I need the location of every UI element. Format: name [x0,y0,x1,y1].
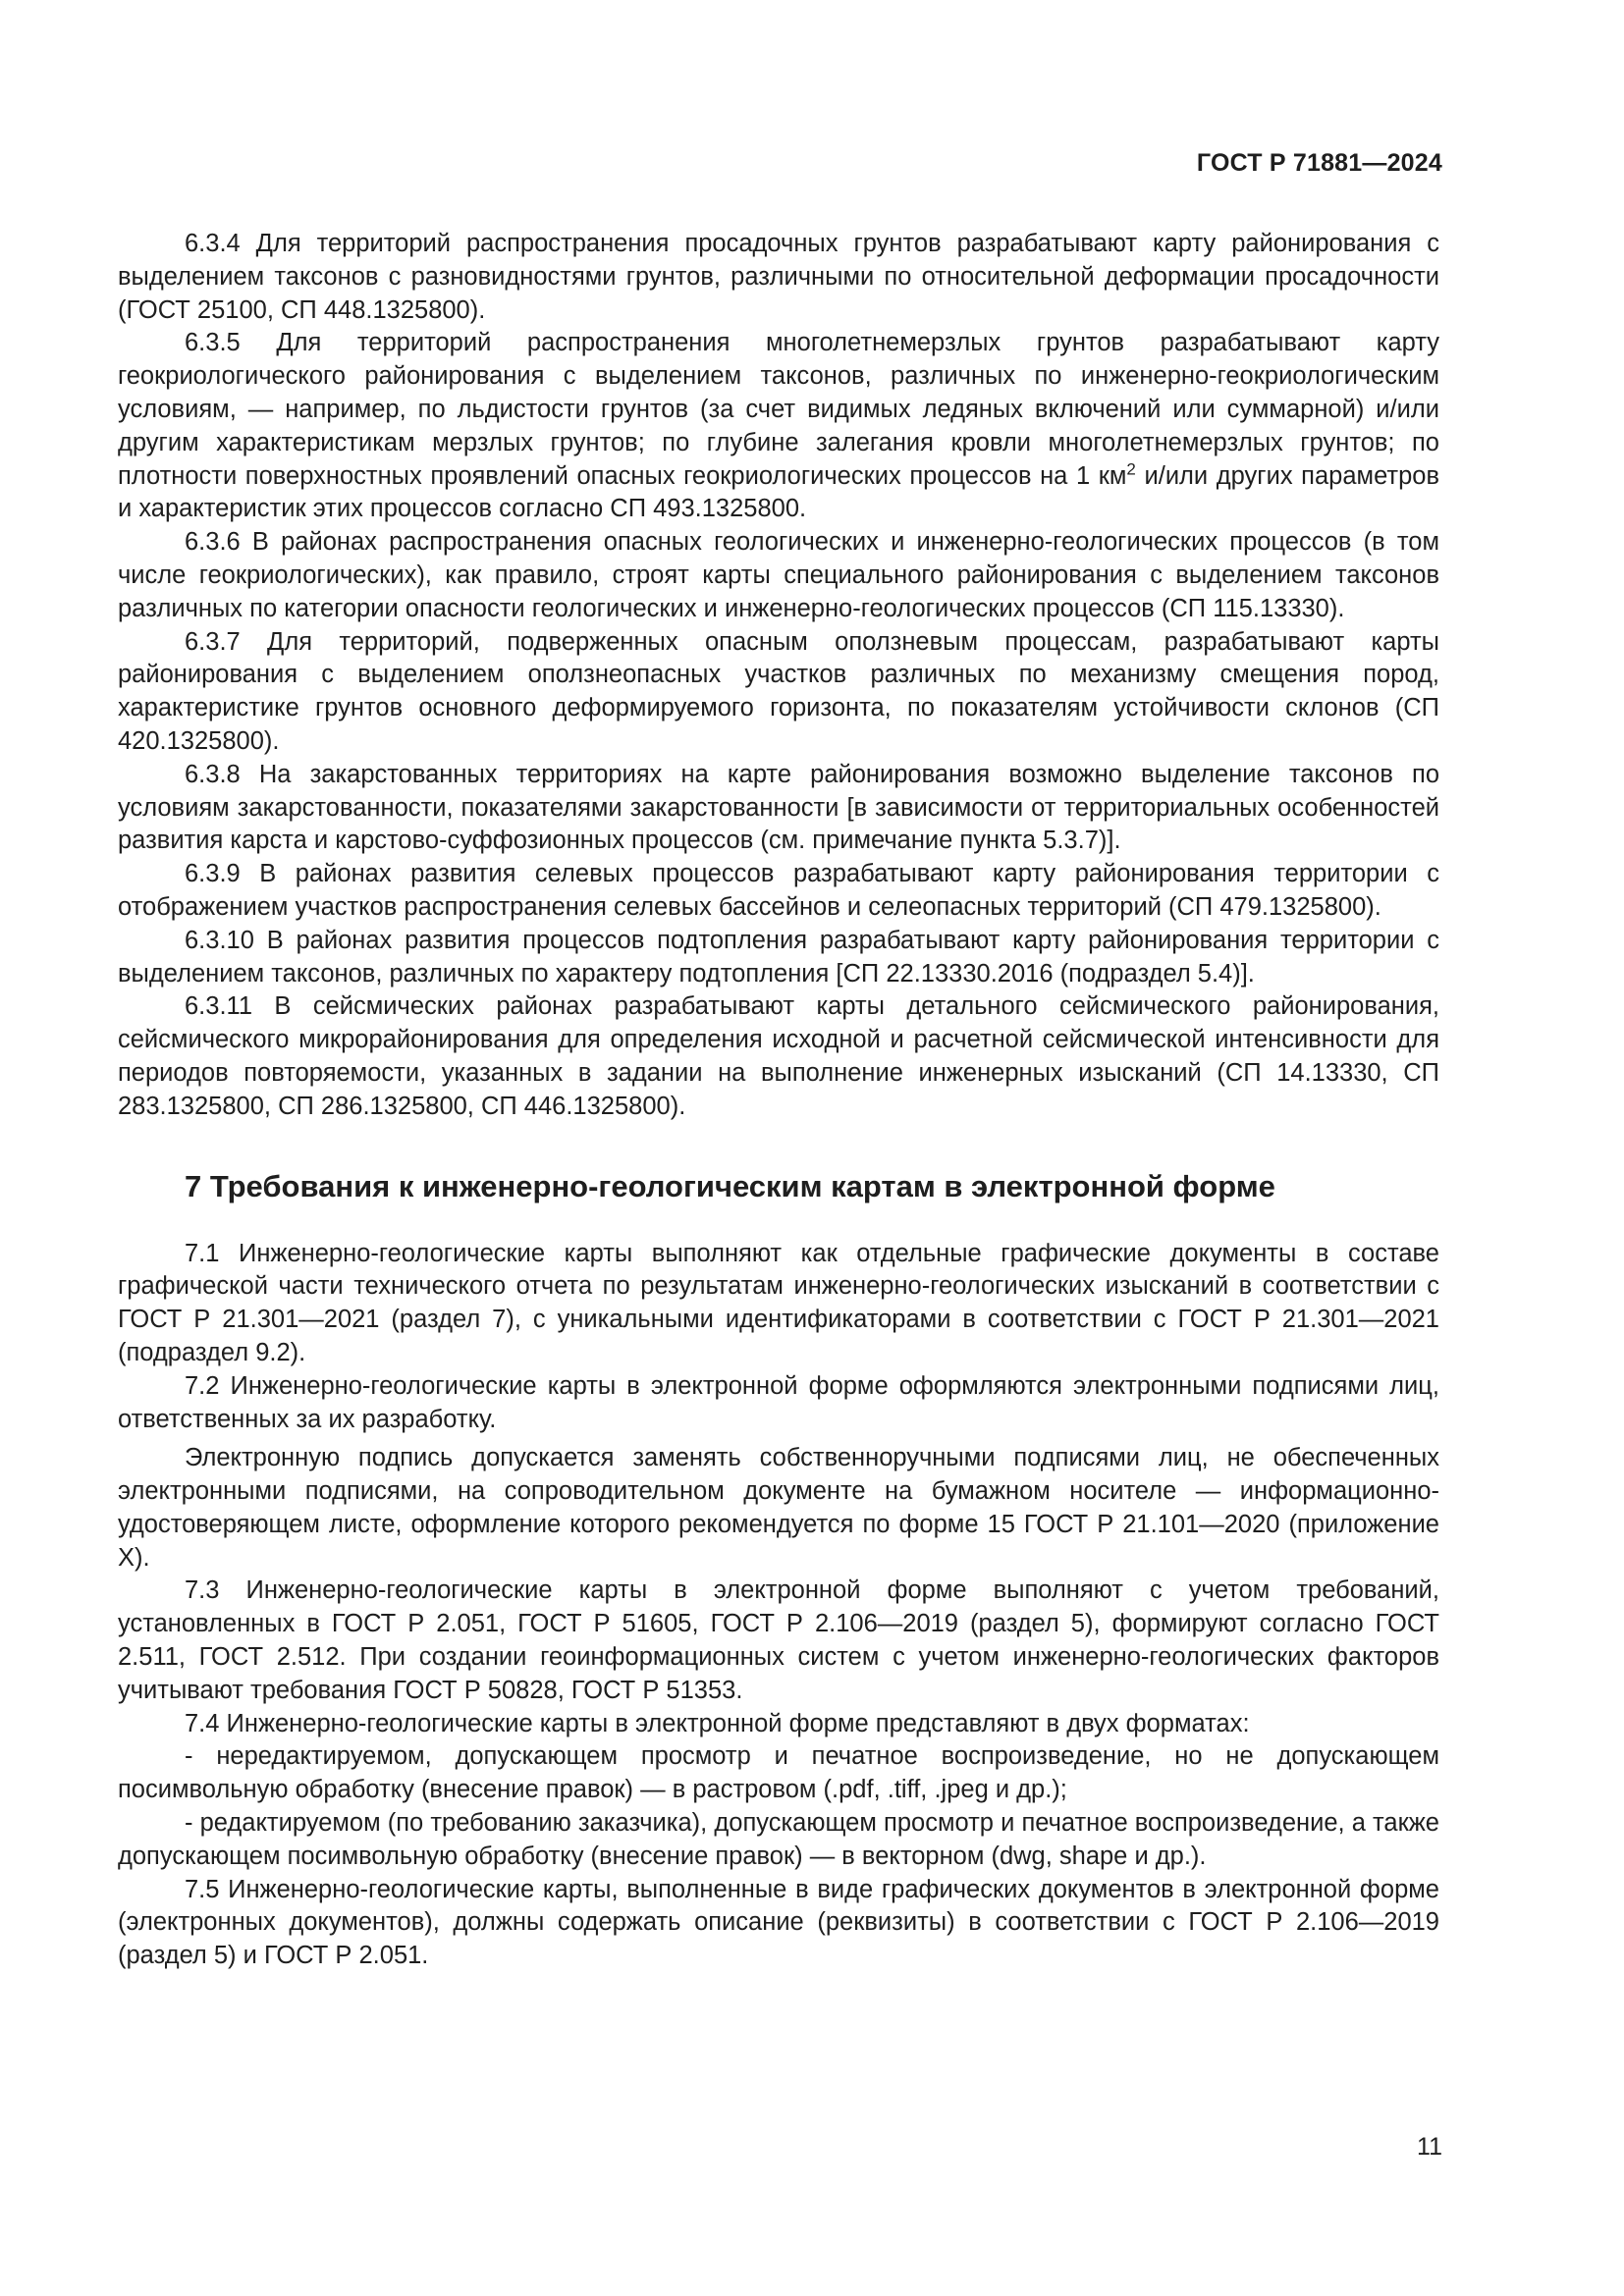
list-item-non-editable: - нередактируемом, допускающем просмотр и печатное воспроизведение, но не допускающем посимвольную обработку (внесение правок) — в растровом (.pdf, .tiff, .jpeg и др.); [118,1742,1439,1804]
page-number: 11 [1417,2133,1442,2161]
paragraph-6-3-7: 6.3.7 Для территорий, подверженных опасным оползневым процессам, разрабатывают карты районирования с выделением оползнеопасных участков различных по механизму смещения пород, характеристике грунтов основного деформируемого горизонта, по показателям устойчивости склонов (СП 420.1325800). [118,627,1439,755]
paragraph-6-3-5 [118,327,1439,526]
paragraph-7-2-signature: Электронную подпись допускается заменять собственноручными подписями лиц, не обеспеченных электронными подписями, на сопроводительном документе на бумажном носителе — информационно-удостоверяющем листе, оформление которого рекомендуется по форме 15 ГОСТ Р 21.101—2020 (приложение Х). [118,1444,1439,1572]
paragraph-6-3-10: 6.3.10 В районах развития процессов подтопления разрабатывают карту районирования территории с выделением таксонов, различных по характеру подтопления [СП 22.13330.2016 (подраздел 5.4)]. [118,926,1439,988]
section-title-7: 7 Требования к инженерно-геологическим картам в электронной форме [185,1168,1275,1203]
list-item-editable: - редактируемом (по требованию заказчика), допускающем просмотр и печатное воспроизведение, а также допускающем посимвольную обработку (внесение правок) — в векторном (dwg, shape и др.). [118,1809,1439,1870]
paragraph-7-4: 7.4 Инженерно-геологические карты в электронной форме представляют в двух форматах: [185,1709,1250,1737]
paragraph-6-3-5-text: 6.3.5 Для территорий распространения многолетнемерзлых грунтов разрабатывают карту геокриологического районирования с выделением таксонов, различных по инженерно-геокриологическим условиям, — например, по льдистости грунтов (за счет видимых ледяных включений или суммарной) и/или другим характеристикам мерзлых грунтов; по глубине залегания кровли многолетнемерзлых грунтов; по плотности поверхностных проявлений опасных геокриологических процессов на 1 км [118,329,1439,490]
paragraph-6-3-9: 6.3.9 В районах развития селевых процессов разрабатывают карту районирования территории с отображением участков распространения селевых бассейнов и селеопасных территорий (СП 479.1325800). [118,860,1439,921]
paragraph-7-3: 7.3 Инженерно-геологические карты в электронной форме выполняют с учетом требований, установленных в ГОСТ Р 2.051, ГОСТ Р 51605, ГОСТ Р 2.106—2019 (раздел 5), формируют согласно ГОСТ 2.511, ГОСТ 2.512. При создании геоинформационных систем с учетом инженерно-геологических факторов учитывают требования ГОСТ Р 50828, ГОСТ Р 51353. [118,1576,1439,1704]
paragraph-7-1: 7.1 Инженерно-геологические карты выполняют как отдельные графические документы в составе графической части технического отчета по результатам инженерно-геологических изысканий в соответствии с ГОСТ Р 21.301—2021 (раздел 7), с уникальными идентификаторами в соответствии с ГОСТ Р 21.301—2021 (подраздел 9.2). [118,1239,1439,1366]
paragraph-6-3-4: 6.3.4 Для территорий распространения просадочных грунтов разрабатывают карту районирования с выделением таксонов с разновидностями грунтов, различными по относительной деформации просадочности (ГОСТ 25100, СП 448.1325800). [118,230,1439,324]
paragraph-7-5: 7.5 Инженерно-геологические карты, выполненные в виде графических документов в электронной форме (электронных документов), должны содержать описание (реквизиты) в соответствии с ГОСТ Р 2.106—2019 (раздел 5) и ГОСТ Р 2.051. [118,1875,1439,1970]
paragraph-6-3-11: 6.3.11 В сейсмических районах разрабатывают карты детального сейсмического районирования, сейсмического микрорайонирования для определения исходной и расчетной сейсмической интенсивности для периодов повторяемости, указанных в задании на выполнение инженерных изысканий (СП 14.13330, СП 283.1325800, СП 286.1325800, СП 446.1325800). [118,992,1439,1120]
document-code-header: ГОСТ Р 71881—2024 [1196,149,1442,177]
page-content [118,228,1439,1973]
superscript-2: 2 [1126,459,1136,479]
paragraph-6-3-6: 6.3.6 В районах распространения опасных геологических и инженерно-геологических процессов (в том числе геокриологических), как правило, строят карты специального районирования с выделением таксонов различных по категории опасности геологических и инженерно-геологических процессов (СП 115.13330). [118,528,1439,622]
paragraph-6-3-5-tail: и/или других параметров и характеристик этих процессов согласно СП 493.1325800. [118,461,1439,523]
paragraph-7-2: 7.2 Инженерно-геологические карты в электронной форме оформляются электронными подписями лиц, ответственных за их разработку. [118,1371,1439,1433]
paragraph-6-3-8: 6.3.8 На закарстованных территориях на карте районирования возможно выделение таксонов по условиям закарстованности, показателями закарстованности [в зависимости от территориальных особенностей развития карста и карстово-суффозионных процессов (см. примечание пункта 5.3.7)]. [118,760,1439,855]
